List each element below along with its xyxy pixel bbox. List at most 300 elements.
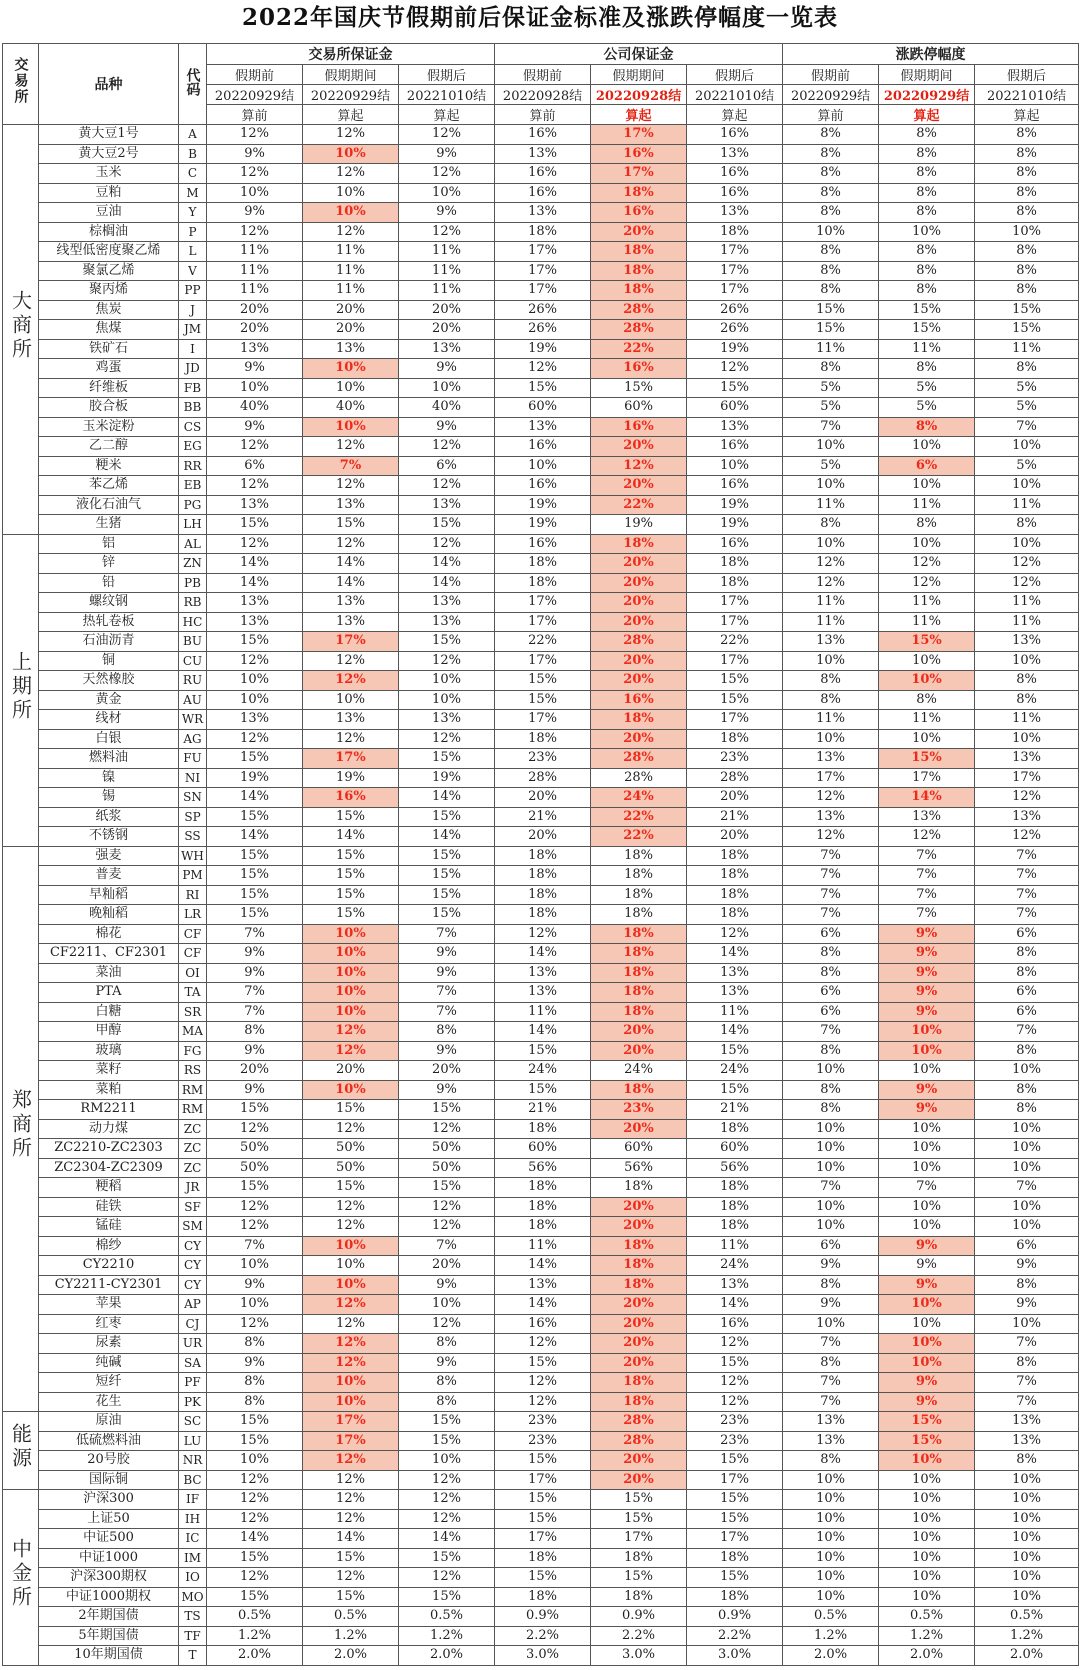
value-cell: 6% (975, 983, 1079, 1003)
value-cell: 12% (399, 222, 495, 242)
value-cell: 20% (591, 437, 687, 457)
value-cell: 12% (687, 924, 783, 944)
value-cell: 11% (783, 495, 879, 515)
value-cell: 9% (879, 983, 975, 1003)
value-cell: 15% (495, 1568, 591, 1588)
value-cell: 17% (495, 710, 591, 730)
period-header: 假期期间 (879, 65, 975, 85)
table-row (3, 1139, 1079, 1159)
table-row (3, 651, 1079, 671)
value-cell: 8% (783, 963, 879, 983)
date-header: 20221010结 (687, 85, 783, 105)
value-cell: 2.0% (399, 1646, 495, 1666)
table-row (3, 593, 1079, 613)
variety-cell: 晚籼稻 (39, 905, 179, 925)
variety-cell: 黄金 (39, 690, 179, 710)
value-cell: 15% (879, 632, 975, 652)
value-cell: 12% (303, 1295, 399, 1315)
value-cell: 50% (399, 1139, 495, 1159)
variety-cell: 2年期国债 (39, 1607, 179, 1627)
value-cell: 9% (399, 1353, 495, 1373)
value-cell: 9% (783, 1256, 879, 1276)
group-header-exchange-margin: 交易所保证金 (207, 44, 495, 65)
value-cell: 20% (591, 222, 687, 242)
value-cell: 11% (687, 1002, 783, 1022)
value-cell: 12% (303, 1022, 399, 1042)
value-cell: 8% (879, 261, 975, 281)
code-cell: AU (179, 690, 207, 710)
value-cell: 10% (879, 1490, 975, 1510)
code-cell: OI (179, 963, 207, 983)
value-cell: 10% (783, 1490, 879, 1510)
value-cell: 10% (879, 1587, 975, 1607)
value-cell: 22% (687, 632, 783, 652)
value-cell: 20% (591, 573, 687, 593)
value-cell: 15% (399, 866, 495, 886)
value-cell: 10% (879, 1119, 975, 1139)
table-row (3, 534, 1079, 554)
value-cell: 15% (207, 885, 303, 905)
table-row (3, 242, 1079, 262)
value-cell: 15% (399, 632, 495, 652)
table-row (3, 632, 1079, 652)
table-row (3, 866, 1079, 886)
value-cell: 21% (495, 807, 591, 827)
value-cell: 10% (975, 1470, 1079, 1490)
table-row (3, 1061, 1079, 1081)
value-cell: 12% (399, 1217, 495, 1237)
value-cell: 15% (303, 905, 399, 925)
value-cell: 24% (687, 1256, 783, 1276)
code-cell: RI (179, 885, 207, 905)
variety-cell: 沪深300 (39, 1490, 179, 1510)
date-header-suffix: 算前 (495, 105, 591, 125)
value-cell: 20% (591, 1295, 687, 1315)
value-cell: 12% (399, 1197, 495, 1217)
value-cell: 8% (975, 1100, 1079, 1120)
table-row (3, 1041, 1079, 1061)
value-cell: 11% (687, 1236, 783, 1256)
value-cell: 8% (975, 203, 1079, 223)
code-cell: BB (179, 398, 207, 418)
table-row (3, 1509, 1079, 1529)
table-row (3, 554, 1079, 574)
value-cell: 12% (783, 827, 879, 847)
value-cell: 9% (207, 1275, 303, 1295)
value-cell: 9% (975, 1256, 1079, 1276)
value-cell: 10% (783, 534, 879, 554)
value-cell: 17% (687, 261, 783, 281)
value-cell: 12% (303, 1217, 399, 1237)
value-cell: 13% (975, 632, 1079, 652)
table-row (3, 1314, 1079, 1334)
value-cell: 15% (399, 807, 495, 827)
value-cell: 14% (207, 573, 303, 593)
value-cell: 12% (303, 1119, 399, 1139)
code-cell: JD (179, 359, 207, 379)
variety-cell: 苯乙烯 (39, 476, 179, 496)
value-cell: 12% (975, 554, 1079, 574)
value-cell: 40% (399, 398, 495, 418)
value-cell: 10% (783, 1217, 879, 1237)
value-cell: 18% (591, 1587, 687, 1607)
value-cell: 10% (975, 1529, 1079, 1549)
value-cell: 9% (399, 1080, 495, 1100)
value-cell: 10% (975, 729, 1079, 749)
value-cell: 10% (783, 1470, 879, 1490)
code-cell: SF (179, 1197, 207, 1217)
code-cell: PM (179, 866, 207, 886)
value-cell: 7% (975, 1022, 1079, 1042)
value-cell: 20% (591, 1470, 687, 1490)
table-row (3, 710, 1079, 730)
date-header-suffix: 算起 (879, 105, 975, 125)
value-cell: 10% (783, 1314, 879, 1334)
value-cell: 50% (207, 1158, 303, 1178)
table-row (3, 1646, 1079, 1666)
value-cell: 10% (303, 359, 399, 379)
value-cell: 14% (399, 788, 495, 808)
value-cell: 20% (207, 320, 303, 340)
code-cell: ZC (179, 1158, 207, 1178)
value-cell: 0.5% (399, 1607, 495, 1627)
value-cell: 13% (303, 593, 399, 613)
code-cell: JM (179, 320, 207, 340)
value-cell: 3.0% (687, 1646, 783, 1666)
value-cell: 2.0% (783, 1646, 879, 1666)
value-cell: 12% (687, 1373, 783, 1393)
value-cell: 15% (207, 1431, 303, 1451)
table-row (3, 456, 1079, 476)
code-cell: SP (179, 807, 207, 827)
value-cell: 11% (783, 593, 879, 613)
table-row (3, 1158, 1079, 1178)
code-cell: TF (179, 1626, 207, 1646)
value-cell: 12% (207, 1470, 303, 1490)
value-cell: 20% (591, 1197, 687, 1217)
value-cell: 10% (879, 1022, 975, 1042)
value-cell: 24% (687, 1061, 783, 1081)
value-cell: 18% (591, 1178, 687, 1198)
value-cell: 10% (783, 1119, 879, 1139)
value-cell: 13% (495, 144, 591, 164)
value-cell: 14% (303, 554, 399, 574)
value-cell: 20% (399, 320, 495, 340)
value-cell: 7% (783, 885, 879, 905)
table-row (3, 885, 1079, 905)
value-cell: 13% (303, 495, 399, 515)
value-cell: 12% (207, 1197, 303, 1217)
variety-cell: 锌 (39, 554, 179, 574)
value-cell: 10% (879, 1529, 975, 1549)
value-cell: 8% (207, 1373, 303, 1393)
value-cell: 12% (207, 476, 303, 496)
value-cell: 11% (303, 281, 399, 301)
code-cell: I (179, 339, 207, 359)
table-row (3, 671, 1079, 691)
group-header-price-limit: 涨跌停幅度 (783, 44, 1079, 65)
value-cell: 8% (399, 1373, 495, 1393)
value-cell: 7% (975, 1392, 1079, 1412)
value-cell: 9% (207, 203, 303, 223)
value-cell: 18% (591, 710, 687, 730)
variety-cell: 纯碱 (39, 1353, 179, 1373)
table-row (3, 827, 1079, 847)
value-cell: 11% (207, 281, 303, 301)
value-cell: 7% (975, 846, 1079, 866)
value-cell: 8% (783, 281, 879, 301)
value-cell: 15% (207, 1412, 303, 1432)
code-cell: CF (179, 924, 207, 944)
value-cell: 10% (783, 1139, 879, 1159)
value-cell: 10% (975, 1061, 1079, 1081)
value-cell: 20% (207, 1061, 303, 1081)
value-cell: 9% (399, 203, 495, 223)
variety-cell: CY2211-CY2301 (39, 1275, 179, 1295)
value-cell: 7% (879, 885, 975, 905)
variety-cell: 普麦 (39, 866, 179, 886)
value-cell: 13% (879, 807, 975, 827)
value-cell: 8% (975, 261, 1079, 281)
value-cell: 12% (303, 1334, 399, 1354)
value-cell: 26% (687, 300, 783, 320)
value-cell: 15% (399, 1412, 495, 1432)
value-cell: 9% (879, 924, 975, 944)
value-cell: 11% (495, 1236, 591, 1256)
variety-cell: 线材 (39, 710, 179, 730)
variety-cell: 苹果 (39, 1295, 179, 1315)
value-cell: 12% (303, 1041, 399, 1061)
value-cell: 14% (399, 1529, 495, 1549)
value-cell: 8% (783, 1353, 879, 1373)
value-cell: 10% (783, 1568, 879, 1588)
value-cell: 10% (303, 963, 399, 983)
value-cell: 8% (975, 963, 1079, 983)
value-cell: 10% (879, 671, 975, 691)
value-cell: 50% (207, 1139, 303, 1159)
value-cell: 10% (303, 983, 399, 1003)
value-cell: 12% (783, 554, 879, 574)
period-header: 假期期间 (303, 65, 399, 85)
value-cell: 18% (687, 1197, 783, 1217)
variety-cell: 菜油 (39, 963, 179, 983)
code-cell: IC (179, 1529, 207, 1549)
value-cell: 15% (399, 1100, 495, 1120)
value-cell: 10% (975, 1119, 1079, 1139)
value-cell: 20% (591, 1451, 687, 1471)
code-cell: L (179, 242, 207, 262)
value-cell: 11% (879, 612, 975, 632)
value-cell: 18% (495, 1587, 591, 1607)
code-cell: JR (179, 1178, 207, 1198)
value-cell: 0.5% (303, 1607, 399, 1627)
value-cell: 17% (495, 593, 591, 613)
value-cell: 16% (495, 476, 591, 496)
variety-cell: 玉米 (39, 164, 179, 184)
variety-cell: 豆油 (39, 203, 179, 223)
value-cell: 10% (975, 1509, 1079, 1529)
value-cell: 10% (783, 1061, 879, 1081)
value-cell: 10% (975, 1548, 1079, 1568)
value-cell: 3.0% (495, 1646, 591, 1666)
value-cell: 13% (783, 749, 879, 769)
value-cell: 17% (303, 1412, 399, 1432)
value-cell: 10% (783, 1509, 879, 1529)
value-cell: 18% (495, 1119, 591, 1139)
value-cell: 16% (687, 183, 783, 203)
value-cell: 5% (879, 398, 975, 418)
code-cell: FG (179, 1041, 207, 1061)
value-cell: 14% (495, 1256, 591, 1276)
group-header-company-margin: 公司保证金 (495, 44, 783, 65)
value-cell: 18% (495, 905, 591, 925)
variety-cell: 原油 (39, 1412, 179, 1432)
value-cell: 20% (591, 729, 687, 749)
value-cell: 10% (399, 183, 495, 203)
variety-cell: 玉米淀粉 (39, 417, 179, 437)
code-cell: IM (179, 1548, 207, 1568)
value-cell: 8% (975, 515, 1079, 535)
variety-cell: 燃料油 (39, 749, 179, 769)
table-row (3, 1100, 1079, 1120)
value-cell: 17% (975, 768, 1079, 788)
table-row (3, 1412, 1079, 1432)
value-cell: 12% (303, 1470, 399, 1490)
value-cell: 7% (207, 1236, 303, 1256)
value-cell: 10% (303, 417, 399, 437)
code-cell: EG (179, 437, 207, 457)
code-cell: SA (179, 1353, 207, 1373)
date-header: 20220929结 (783, 85, 879, 105)
value-cell: 13% (495, 983, 591, 1003)
value-cell: 8% (783, 1080, 879, 1100)
value-cell: 5% (783, 456, 879, 476)
value-cell: 23% (687, 749, 783, 769)
value-cell: 10% (207, 183, 303, 203)
value-cell: 16% (495, 437, 591, 457)
value-cell: 12% (207, 1509, 303, 1529)
value-cell: 8% (879, 690, 975, 710)
value-cell: 12% (303, 651, 399, 671)
value-cell: 9% (399, 963, 495, 983)
table-row (3, 203, 1079, 223)
value-cell: 12% (687, 1392, 783, 1412)
value-cell: 12% (303, 476, 399, 496)
value-cell: 50% (303, 1158, 399, 1178)
value-cell: 15% (495, 1509, 591, 1529)
value-cell: 10% (303, 1392, 399, 1412)
code-cell: ZC (179, 1119, 207, 1139)
variety-cell: 焦炭 (39, 300, 179, 320)
value-cell: 15% (687, 378, 783, 398)
variety-cell: 镍 (39, 768, 179, 788)
value-cell: 8% (783, 242, 879, 262)
value-cell: 18% (591, 905, 687, 925)
variety-cell: 聚丙烯 (39, 281, 179, 301)
value-cell: 18% (591, 1256, 687, 1276)
code-cell: AG (179, 729, 207, 749)
variety-cell: 棉花 (39, 924, 179, 944)
value-cell: 17% (687, 710, 783, 730)
value-cell: 11% (495, 1002, 591, 1022)
variety-cell: 上证50 (39, 1509, 179, 1529)
value-cell: 20% (399, 300, 495, 320)
code-cell: Y (179, 203, 207, 223)
variety-cell: 生猪 (39, 515, 179, 535)
value-cell: 5% (975, 378, 1079, 398)
variety-cell: 玻璃 (39, 1041, 179, 1061)
code-cell: CS (179, 417, 207, 437)
value-cell: 10% (879, 1568, 975, 1588)
value-cell: 5% (879, 378, 975, 398)
value-cell: 10% (783, 476, 879, 496)
value-cell: 11% (879, 339, 975, 359)
date-header-suffix: 算前 (207, 105, 303, 125)
value-cell: 12% (687, 1334, 783, 1354)
value-cell: 14% (399, 573, 495, 593)
value-cell: 9% (879, 1373, 975, 1393)
value-cell: 12% (207, 1568, 303, 1588)
value-cell: 14% (495, 944, 591, 964)
value-cell: 19% (303, 768, 399, 788)
value-cell: 14% (207, 554, 303, 574)
value-cell: 8% (783, 125, 879, 145)
value-cell: 28% (591, 320, 687, 340)
value-cell: 10% (303, 1080, 399, 1100)
variety-cell: 花生 (39, 1392, 179, 1412)
value-cell: 8% (879, 281, 975, 301)
value-cell: 18% (687, 222, 783, 242)
exchange-header-text: 交易所 (12, 56, 29, 105)
value-cell: 15% (399, 749, 495, 769)
value-cell: 15% (975, 300, 1079, 320)
value-cell: 24% (591, 1061, 687, 1081)
value-cell: 18% (687, 905, 783, 925)
value-cell: 9% (399, 417, 495, 437)
variety-cell: 螺纹钢 (39, 593, 179, 613)
table-row (3, 1197, 1079, 1217)
value-cell: 15% (879, 1431, 975, 1451)
value-cell: 26% (495, 300, 591, 320)
value-cell: 10% (879, 1217, 975, 1237)
value-cell: 12% (495, 924, 591, 944)
value-cell: 6% (975, 924, 1079, 944)
date-header: 20220928结 (591, 85, 687, 105)
value-cell: 24% (495, 1061, 591, 1081)
table-row (3, 690, 1079, 710)
value-cell: 16% (495, 534, 591, 554)
table-row (3, 495, 1079, 515)
value-cell: 12% (303, 1451, 399, 1471)
value-cell: 12% (975, 573, 1079, 593)
value-cell: 20% (207, 300, 303, 320)
value-cell: 0.5% (783, 1607, 879, 1627)
variety-cell: 石油沥青 (39, 632, 179, 652)
value-cell: 8% (783, 690, 879, 710)
value-cell: 2.0% (879, 1646, 975, 1666)
value-cell: 12% (303, 437, 399, 457)
value-cell: 18% (495, 729, 591, 749)
value-cell: 9% (879, 944, 975, 964)
value-cell: 16% (495, 183, 591, 203)
value-cell: 15% (591, 378, 687, 398)
value-cell: 12% (303, 222, 399, 242)
table-row (3, 1548, 1079, 1568)
value-cell: 19% (591, 515, 687, 535)
value-cell: 60% (495, 1139, 591, 1159)
value-cell: 6% (399, 456, 495, 476)
value-cell: 0.5% (879, 1607, 975, 1627)
